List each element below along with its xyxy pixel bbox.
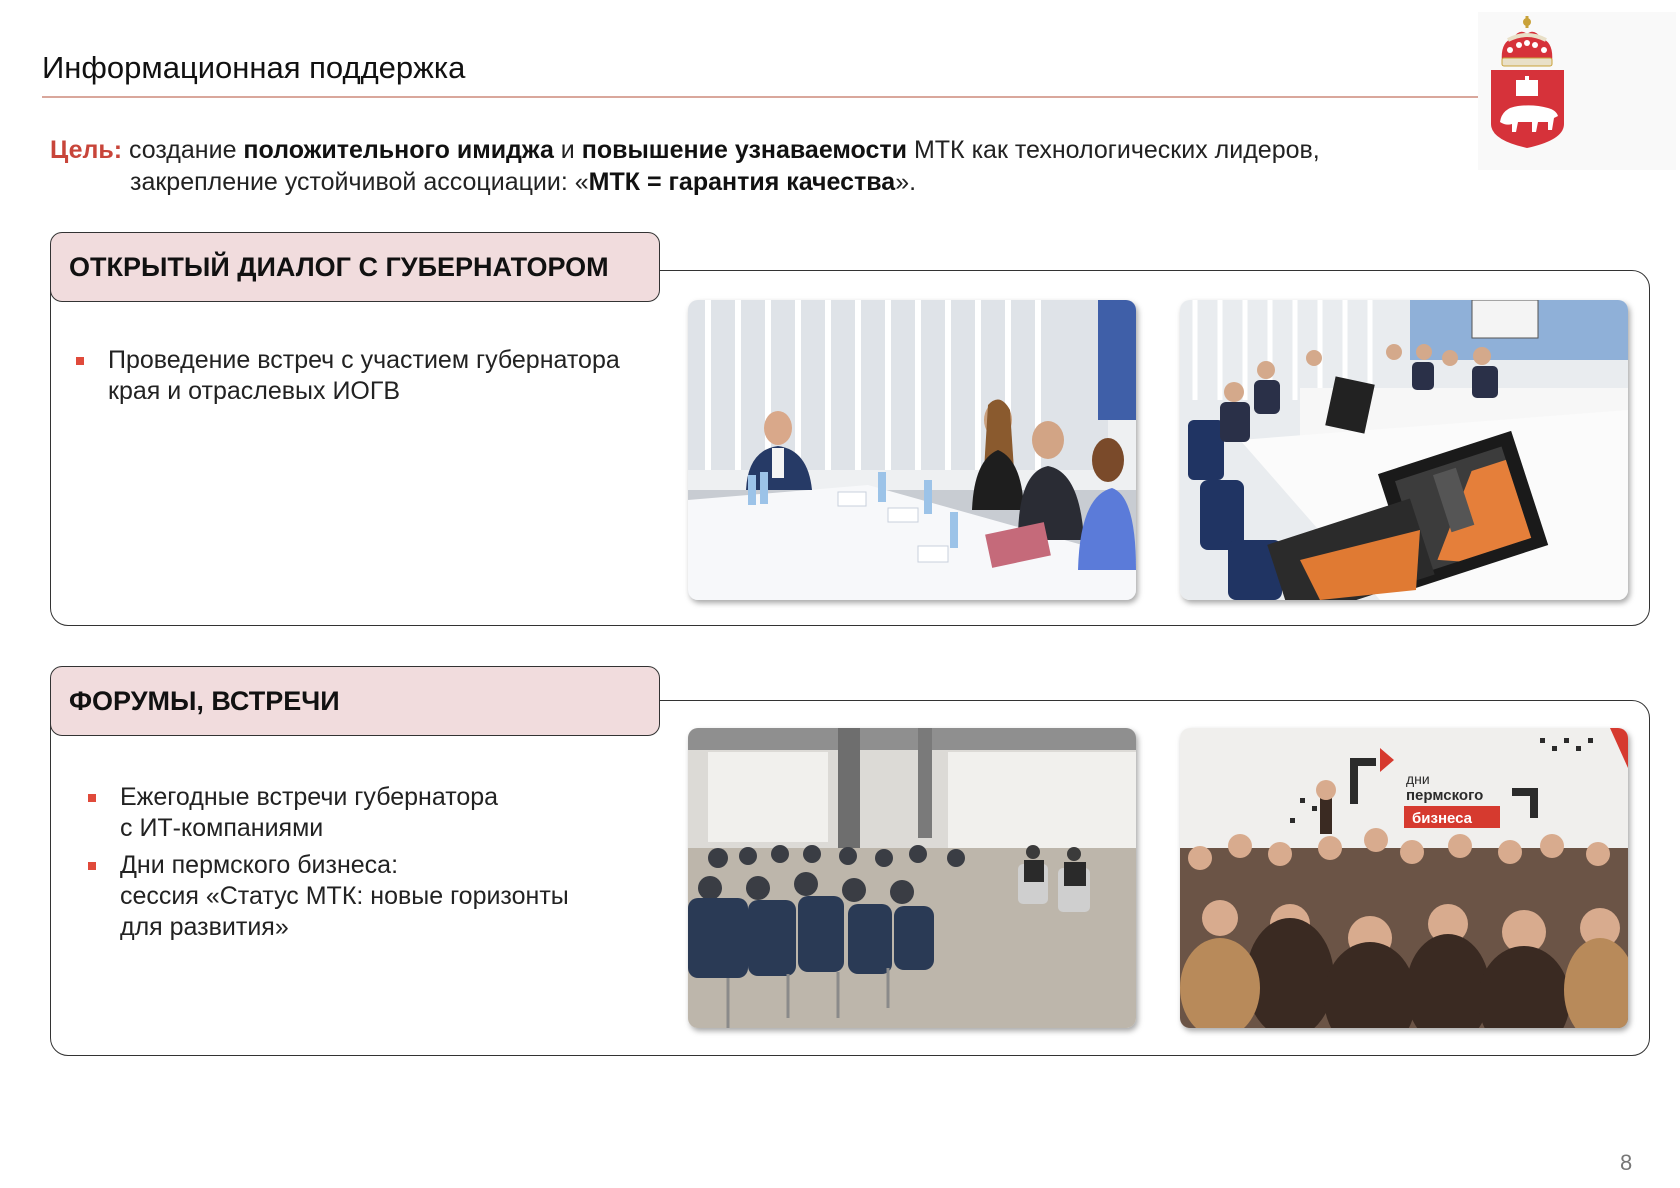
coat-of-arms-emblem [1478,12,1676,170]
business-days-audience-photo [1180,728,1628,1028]
forum-audience-photo [688,728,1136,1028]
section-title-text: ФОРУМЫ, ВСТРЕЧИ [69,685,340,716]
goal-emphasis: повышение узнаваемости [581,136,908,164]
sign-text-line2: пермского [1406,787,1484,804]
coat-of-arms-icon [1478,12,1676,170]
goal-text: и [553,136,582,164]
section-title-governor-dialog [50,232,660,302]
list-item [88,850,688,943]
goal-emphasis: положительного имиджа [243,136,554,164]
goal-text: создание [122,136,244,164]
title-divider [42,96,1550,98]
conference-room-equipment-photo [1180,300,1628,600]
list-item-text: Дни пермского бизнеса: сессия «Статус МТК: новые горизонты для развития» [120,851,569,941]
bullet-marker [76,357,84,365]
goal-emphasis: МТК = гарантия качества [588,168,896,196]
list-item [76,345,676,407]
bullet-marker [88,862,96,870]
section-title-forums-meetings [50,666,660,736]
list-item-text: Ежегодные встречи губернатора с ИТ-компаниями [120,783,499,842]
goal-statement [50,134,1450,198]
goal-text: ». [895,168,917,196]
sign-text-line1: дни [1406,771,1430,787]
list-item-text: Проведение встреч с участием губернатора края и отраслевых ИОГВ [108,346,620,405]
list-item [88,782,688,844]
goal-label: Цель: [50,136,123,164]
sign-text-line3: бизнеса [1412,810,1473,827]
page-title: Информационная поддержка [42,50,466,85]
section-title-text: ОТКРЫТЫЙ ДИАЛОГ С ГУБЕРНАТОРОМ [69,251,609,282]
meeting-with-governor-photo [688,300,1136,600]
bullet-list-governor-dialog [76,345,676,413]
goal-line-2 [50,166,1450,198]
goal-text: МТК как технологических лидеров, [907,136,1320,164]
page-number: 8 [1620,1150,1633,1175]
bullet-list-forums-meetings [88,782,688,949]
goal-text: закрепление устойчивой ассоциации: « [130,168,589,196]
bullet-marker [88,794,96,802]
